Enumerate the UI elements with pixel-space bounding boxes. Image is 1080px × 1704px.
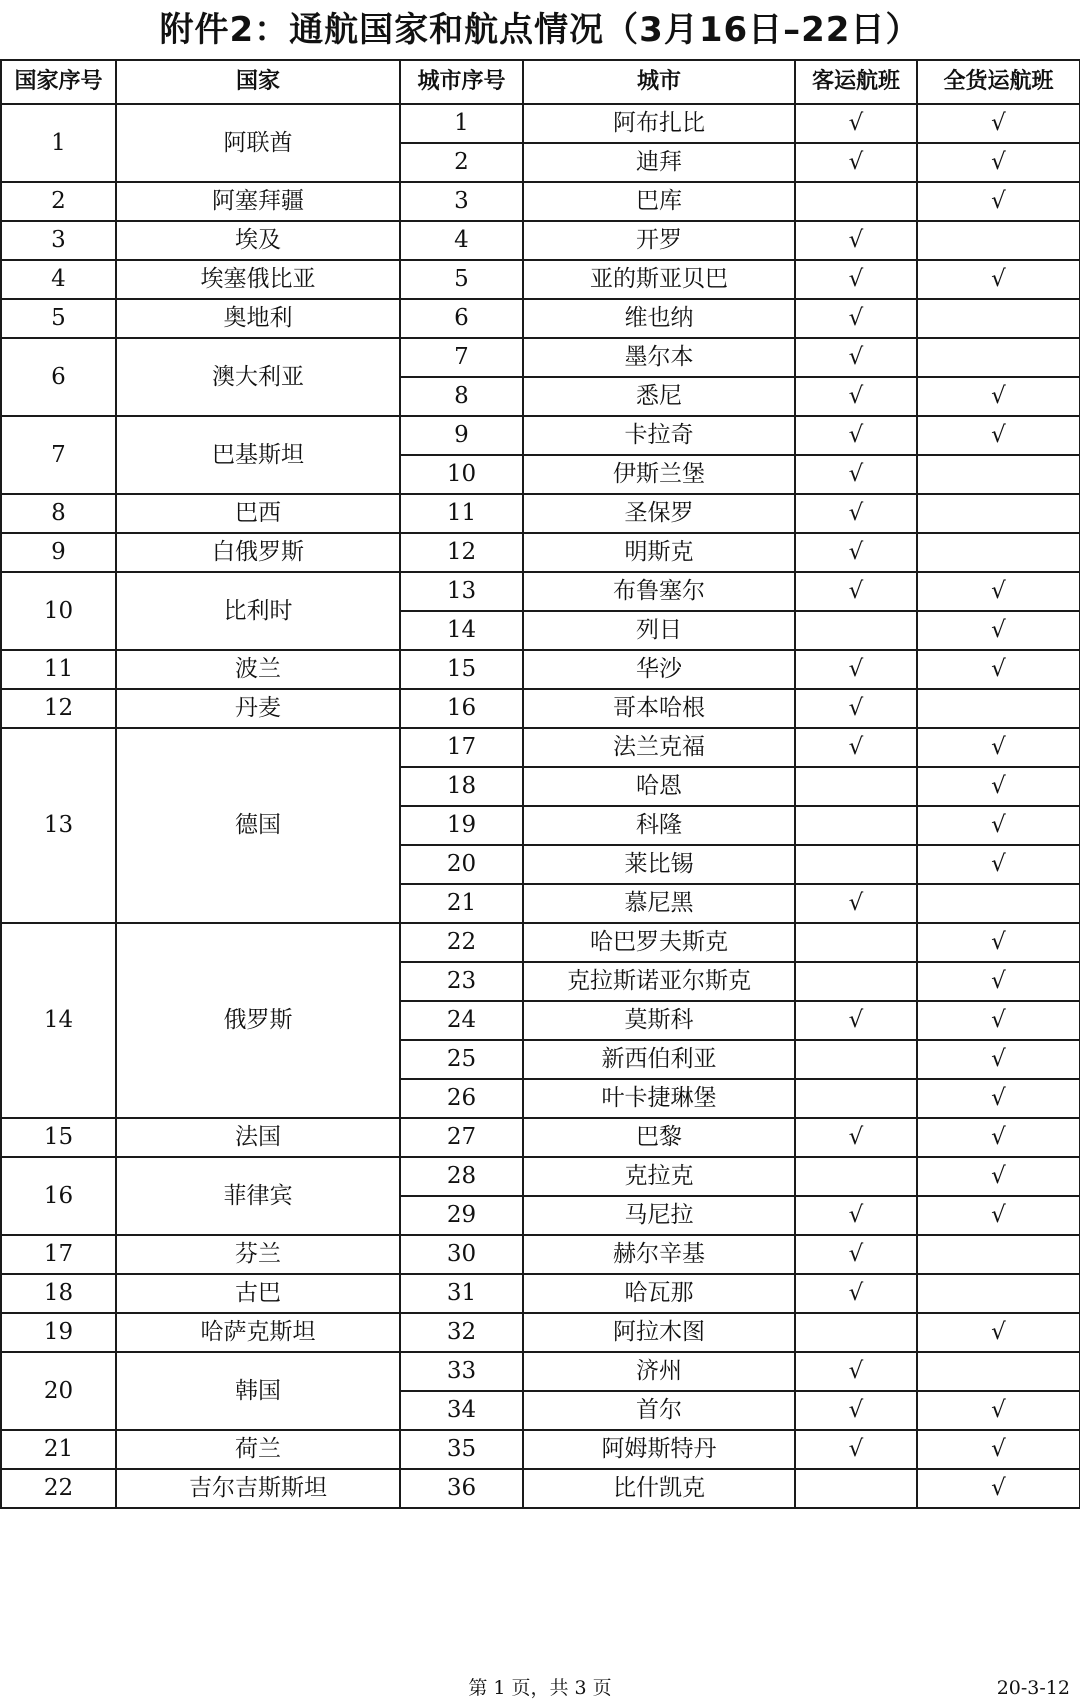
country-no-cell: 17 [1, 1235, 116, 1274]
city-no-cell: 21 [400, 884, 523, 923]
city-no-cell: 26 [400, 1079, 523, 1118]
country-name-cell: 巴基斯坦 [116, 416, 400, 494]
cargo-check-cell: √ [917, 104, 1080, 143]
table-row [1, 182, 1080, 221]
country-name-cell: 巴西 [116, 494, 400, 533]
cargo-check-cell: √ [917, 806, 1080, 845]
cargo-check-cell: √ [917, 143, 1080, 182]
country-no-cell: 9 [1, 533, 116, 572]
city-name-cell: 莱比锡 [523, 845, 795, 884]
document-title: 附件2：通航国家和航点情况（3月16日–22日） [159, 10, 921, 50]
country-no-cell: 4 [1, 260, 116, 299]
cargo-check-cell: √ [917, 377, 1080, 416]
city-name-cell: 亚的斯亚贝巴 [523, 260, 795, 299]
city-no-cell: 11 [400, 494, 523, 533]
cargo-check-cell: √ [917, 650, 1080, 689]
page-number: 第 1 页，共 3 页 [468, 1677, 612, 1699]
cargo-check-cell: √ [917, 1313, 1080, 1352]
passenger-check-cell [795, 1157, 917, 1196]
city-name-cell: 比什凯克 [523, 1469, 795, 1508]
city-name-cell: 迪拜 [523, 143, 795, 182]
city-name-cell: 哈恩 [523, 767, 795, 806]
passenger-check-cell: √ [795, 1196, 917, 1235]
city-name-cell: 首尔 [523, 1391, 795, 1430]
cargo-check-cell: √ [917, 728, 1080, 767]
city-name-cell: 马尼拉 [523, 1196, 795, 1235]
city-no-cell: 3 [400, 182, 523, 221]
country-name-cell: 澳大利亚 [116, 338, 400, 416]
country-no-cell: 10 [1, 572, 116, 650]
table-row [1, 299, 1080, 338]
city-name-cell: 慕尼黑 [523, 884, 795, 923]
country-name-cell: 白俄罗斯 [116, 533, 400, 572]
passenger-check-cell: √ [795, 338, 917, 377]
passenger-check-cell [795, 182, 917, 221]
city-name-cell: 莫斯科 [523, 1001, 795, 1040]
country-no-cell: 1 [1, 104, 116, 182]
header-cargo: 全货运航班 [917, 60, 1080, 104]
passenger-check-cell: √ [795, 494, 917, 533]
country-no-cell: 18 [1, 1274, 116, 1313]
passenger-check-cell [795, 806, 917, 845]
country-no-cell: 2 [1, 182, 116, 221]
city-no-cell: 5 [400, 260, 523, 299]
passenger-check-cell: √ [795, 650, 917, 689]
table-row [1, 260, 1080, 299]
passenger-check-cell: √ [795, 377, 917, 416]
header-passenger: 客运航班 [795, 60, 917, 104]
passenger-check-cell: √ [795, 1118, 917, 1157]
country-no-cell: 19 [1, 1313, 116, 1352]
cargo-check-cell [917, 1235, 1080, 1274]
city-no-cell: 14 [400, 611, 523, 650]
city-no-cell: 27 [400, 1118, 523, 1157]
city-no-cell: 16 [400, 689, 523, 728]
city-no-cell: 24 [400, 1001, 523, 1040]
cargo-check-cell: √ [917, 767, 1080, 806]
country-name-cell: 哈萨克斯坦 [116, 1313, 400, 1352]
city-no-cell: 12 [400, 533, 523, 572]
cargo-check-cell [917, 221, 1080, 260]
cargo-check-cell: √ [917, 572, 1080, 611]
city-name-cell: 克拉斯诺亚尔斯克 [523, 962, 795, 1001]
table-row [1, 572, 1080, 611]
cargo-check-cell: √ [917, 1079, 1080, 1118]
passenger-check-cell: √ [795, 260, 917, 299]
routes-table [0, 59, 1080, 1509]
passenger-check-cell: √ [795, 1430, 917, 1469]
country-name-cell: 法国 [116, 1118, 400, 1157]
table-row [1, 728, 1080, 767]
country-no-cell: 11 [1, 650, 116, 689]
cargo-check-cell [917, 494, 1080, 533]
header-city: 城市 [523, 60, 795, 104]
passenger-check-cell [795, 1079, 917, 1118]
city-name-cell: 巴库 [523, 182, 795, 221]
passenger-check-cell: √ [795, 1235, 917, 1274]
country-name-cell: 韩国 [116, 1352, 400, 1430]
table-row [1, 1157, 1080, 1196]
city-name-cell: 明斯克 [523, 533, 795, 572]
cargo-check-cell: √ [917, 962, 1080, 1001]
city-no-cell: 9 [400, 416, 523, 455]
cargo-check-cell: √ [917, 260, 1080, 299]
country-no-cell: 13 [1, 728, 116, 923]
country-name-cell: 菲律宾 [116, 1157, 400, 1235]
table-row [1, 494, 1080, 533]
passenger-check-cell: √ [795, 1274, 917, 1313]
table-row [1, 416, 1080, 455]
city-name-cell: 维也纳 [523, 299, 795, 338]
cargo-check-cell [917, 455, 1080, 494]
cargo-check-cell: √ [917, 1001, 1080, 1040]
city-no-cell: 10 [400, 455, 523, 494]
cargo-check-cell: √ [917, 1157, 1080, 1196]
city-name-cell: 哈巴罗夫斯克 [523, 923, 795, 962]
country-name-cell: 比利时 [116, 572, 400, 650]
table-row [1, 1430, 1080, 1469]
passenger-check-cell: √ [795, 533, 917, 572]
city-name-cell: 阿拉木图 [523, 1313, 795, 1352]
country-name-cell: 荷兰 [116, 1430, 400, 1469]
country-no-cell: 14 [1, 923, 116, 1118]
city-name-cell: 哈瓦那 [523, 1274, 795, 1313]
header-city-no: 城市序号 [400, 60, 523, 104]
cargo-check-cell [917, 689, 1080, 728]
passenger-check-cell: √ [795, 1391, 917, 1430]
country-no-cell: 21 [1, 1430, 116, 1469]
cargo-check-cell [917, 533, 1080, 572]
city-no-cell: 8 [400, 377, 523, 416]
country-name-cell: 古巴 [116, 1274, 400, 1313]
city-no-cell: 34 [400, 1391, 523, 1430]
passenger-check-cell: √ [795, 104, 917, 143]
header-country-no: 国家序号 [1, 60, 116, 104]
city-name-cell: 哥本哈根 [523, 689, 795, 728]
city-name-cell: 阿姆斯特丹 [523, 1430, 795, 1469]
passenger-check-cell: √ [795, 455, 917, 494]
passenger-check-cell [795, 767, 917, 806]
city-no-cell: 2 [400, 143, 523, 182]
city-no-cell: 20 [400, 845, 523, 884]
city-no-cell: 22 [400, 923, 523, 962]
cargo-check-cell: √ [917, 182, 1080, 221]
country-name-cell: 埃塞俄比亚 [116, 260, 400, 299]
cargo-check-cell: √ [917, 1196, 1080, 1235]
city-no-cell: 6 [400, 299, 523, 338]
city-name-cell: 阿布扎比 [523, 104, 795, 143]
passenger-check-cell [795, 1469, 917, 1508]
cargo-check-cell: √ [917, 1430, 1080, 1469]
city-no-cell: 33 [400, 1352, 523, 1391]
table-row [1, 221, 1080, 260]
city-name-cell: 巴黎 [523, 1118, 795, 1157]
city-name-cell: 科隆 [523, 806, 795, 845]
city-no-cell: 4 [400, 221, 523, 260]
passenger-check-cell [795, 845, 917, 884]
city-no-cell: 19 [400, 806, 523, 845]
city-no-cell: 35 [400, 1430, 523, 1469]
country-name-cell: 德国 [116, 728, 400, 923]
country-no-cell: 6 [1, 338, 116, 416]
passenger-check-cell: √ [795, 143, 917, 182]
city-no-cell: 31 [400, 1274, 523, 1313]
table-row [1, 1352, 1080, 1391]
city-no-cell: 7 [400, 338, 523, 377]
passenger-check-cell: √ [795, 299, 917, 338]
table-row [1, 1118, 1080, 1157]
passenger-check-cell [795, 962, 917, 1001]
passenger-check-cell [795, 923, 917, 962]
city-name-cell: 赫尔辛基 [523, 1235, 795, 1274]
table-header-row [1, 60, 1080, 104]
city-no-cell: 13 [400, 572, 523, 611]
table-row [1, 1274, 1080, 1313]
city-no-cell: 15 [400, 650, 523, 689]
city-no-cell: 29 [400, 1196, 523, 1235]
table-row [1, 1235, 1080, 1274]
city-name-cell: 列日 [523, 611, 795, 650]
table-row [1, 923, 1080, 962]
city-name-cell: 克拉克 [523, 1157, 795, 1196]
passenger-check-cell: √ [795, 221, 917, 260]
cargo-check-cell: √ [917, 1040, 1080, 1079]
city-name-cell: 伊斯兰堡 [523, 455, 795, 494]
cargo-check-cell: √ [917, 416, 1080, 455]
city-no-cell: 30 [400, 1235, 523, 1274]
country-name-cell: 波兰 [116, 650, 400, 689]
country-name-cell: 芬兰 [116, 1235, 400, 1274]
city-name-cell: 新西伯利亚 [523, 1040, 795, 1079]
city-no-cell: 32 [400, 1313, 523, 1352]
country-no-cell: 16 [1, 1157, 116, 1235]
country-no-cell: 3 [1, 221, 116, 260]
passenger-check-cell [795, 1040, 917, 1079]
print-date: 20-3-12 [996, 1677, 1070, 1699]
country-name-cell: 埃及 [116, 221, 400, 260]
city-name-cell: 华沙 [523, 650, 795, 689]
city-no-cell: 25 [400, 1040, 523, 1079]
table-row [1, 689, 1080, 728]
country-name-cell: 吉尔吉斯斯坦 [116, 1469, 400, 1508]
cargo-check-cell [917, 299, 1080, 338]
passenger-check-cell: √ [795, 728, 917, 767]
city-name-cell: 布鲁塞尔 [523, 572, 795, 611]
passenger-check-cell [795, 611, 917, 650]
cargo-check-cell: √ [917, 1469, 1080, 1508]
passenger-check-cell: √ [795, 884, 917, 923]
city-name-cell: 卡拉奇 [523, 416, 795, 455]
cargo-check-cell: √ [917, 1391, 1080, 1430]
passenger-check-cell: √ [795, 416, 917, 455]
city-no-cell: 18 [400, 767, 523, 806]
cargo-check-cell [917, 1274, 1080, 1313]
city-name-cell: 悉尼 [523, 377, 795, 416]
cargo-check-cell: √ [917, 845, 1080, 884]
passenger-check-cell: √ [795, 1352, 917, 1391]
passenger-check-cell: √ [795, 1001, 917, 1040]
country-no-cell: 7 [1, 416, 116, 494]
cargo-check-cell: √ [917, 923, 1080, 962]
country-name-cell: 丹麦 [116, 689, 400, 728]
city-no-cell: 23 [400, 962, 523, 1001]
city-no-cell: 1 [400, 104, 523, 143]
table-row [1, 1313, 1080, 1352]
city-no-cell: 17 [400, 728, 523, 767]
passenger-check-cell [795, 1313, 917, 1352]
country-no-cell: 22 [1, 1469, 116, 1508]
country-name-cell: 阿塞拜疆 [116, 182, 400, 221]
cargo-check-cell: √ [917, 611, 1080, 650]
country-no-cell: 8 [1, 494, 116, 533]
passenger-check-cell: √ [795, 689, 917, 728]
passenger-check-cell: √ [795, 572, 917, 611]
city-name-cell: 墨尔本 [523, 338, 795, 377]
country-no-cell: 20 [1, 1352, 116, 1430]
country-no-cell: 15 [1, 1118, 116, 1157]
city-name-cell: 叶卡捷琳堡 [523, 1079, 795, 1118]
country-name-cell: 阿联酋 [116, 104, 400, 182]
cargo-check-cell [917, 338, 1080, 377]
table-row [1, 1469, 1080, 1508]
country-name-cell: 奥地利 [116, 299, 400, 338]
country-no-cell: 12 [1, 689, 116, 728]
table-row [1, 650, 1080, 689]
country-no-cell: 5 [1, 299, 116, 338]
city-no-cell: 36 [400, 1469, 523, 1508]
city-name-cell: 开罗 [523, 221, 795, 260]
page-footer [0, 1676, 1080, 1700]
table-row [1, 533, 1080, 572]
city-name-cell: 法兰克福 [523, 728, 795, 767]
table-row [1, 104, 1080, 143]
table-body [1, 104, 1080, 1508]
cargo-check-cell: √ [917, 1118, 1080, 1157]
country-name-cell: 俄罗斯 [116, 923, 400, 1118]
city-no-cell: 28 [400, 1157, 523, 1196]
table-row [1, 338, 1080, 377]
cargo-check-cell [917, 884, 1080, 923]
city-name-cell: 济州 [523, 1352, 795, 1391]
cargo-check-cell [917, 1352, 1080, 1391]
header-country: 国家 [116, 60, 400, 104]
city-name-cell: 圣保罗 [523, 494, 795, 533]
